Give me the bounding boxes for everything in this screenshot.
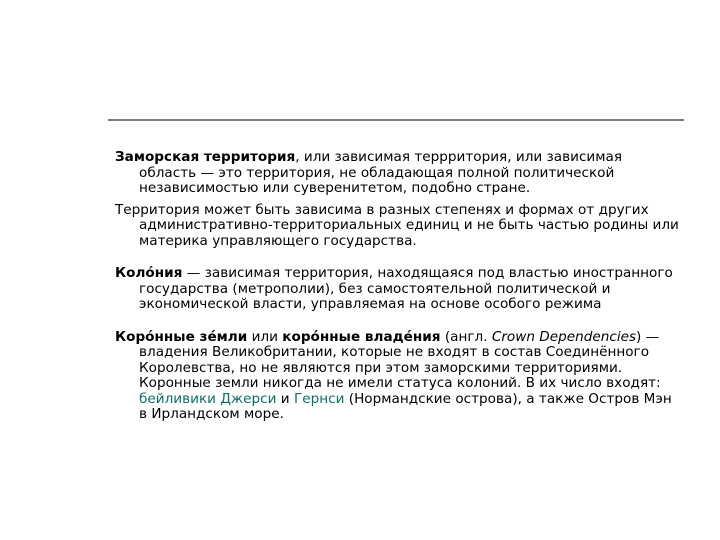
paragraph-crown-dependencies: [115, 330, 680, 423]
paragraph-overseas-territory: [115, 150, 680, 197]
term-crown-lands: Коро́нные зе́мли: [115, 328, 248, 345]
definition-overseas-territory: , или зависимая террритория, или зависимая область — это территория, не обладающая полной политической независимостью или суверенитетом, подобно стране.: [139, 149, 623, 196]
link-bailiwick-jersey[interactable]: бейливики Джерси: [139, 390, 277, 407]
definition-crown-dependencies: ) — владения Великобритании, которые не входят в состав Соединённого Королевства, но не являются при этом заморскими территориями. Коронные земли никогда не имели статуса колоний. В их число входят:: [139, 328, 661, 391]
paragraph-colony: [115, 266, 680, 313]
connector-or: или: [247, 328, 283, 345]
definition-colony: — зависимая территория, находящаяся под властью иностранного государства (метрополии), без самостоятельной политической и экономической власти, управляемая на основе особого режима: [139, 265, 673, 312]
slide-content: [115, 150, 680, 423]
paragraph-dependency-forms: [115, 203, 680, 250]
term-crown-possessions: коро́нные владе́ния: [282, 328, 441, 345]
term-overseas-territory: Заморская территория: [115, 149, 296, 165]
english-term: Crown Dependencies: [491, 328, 637, 345]
english-prefix: (англ.: [440, 328, 492, 345]
text-dependency-forms: Территория может быть зависима в разных степенях и формах от других административно-территориальных единиц и не быть частью родины или материка управляющего государства.: [115, 201, 679, 249]
term-colony: Коло́ния: [115, 265, 183, 281]
link-guernsey[interactable]: Гернси: [293, 390, 345, 407]
connector-and: и: [276, 390, 294, 407]
horizontal-divider: [108, 119, 684, 121]
text-crown-dependencies-end: (Нормандские острова), а также Остров Мэн в Ирландском море.: [139, 390, 672, 422]
